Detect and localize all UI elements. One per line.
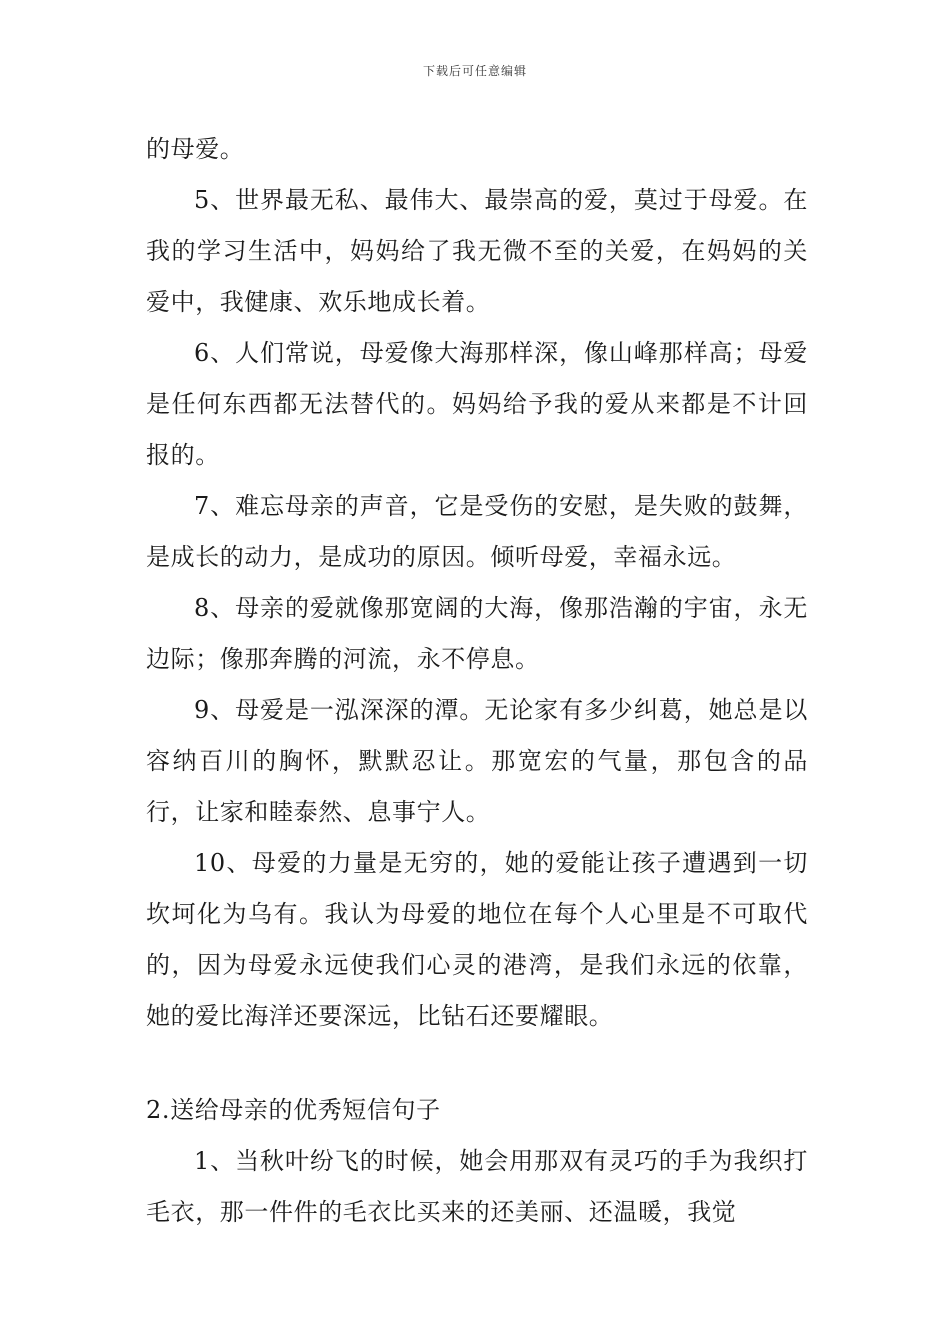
paragraph-item-6: 6、人们常说，母爱像大海那样深，像山峰那样高；母爱是任何东西都无法替代的。妈妈给予我的爱从来都是不计回报的。: [146, 339, 808, 469]
paragraph-item-10: 10、母爱的力量是无穷的，她的爱能让孩子遭遇到一切坎坷化为乌有。我认为母爱的地位在每个人心里是不可取代的，因为母爱永远使我们心灵的港湾，是我们永远的依靠，她的爱比海洋还要深远，比钻石还要耀眼。: [146, 849, 808, 1030]
paragraph-item-8: 8、母亲的爱就像那宽阔的大海，像那浩瀚的宇宙，永无边际；像那奔腾的河流，永不停息。: [146, 594, 808, 673]
section-heading: 2.送给母亲的优秀短信句子: [146, 1096, 441, 1124]
document-body: [146, 124, 808, 1238]
page-header: 下载后可任意编辑: [422, 64, 527, 78]
paragraph-item-7: 7、难忘母亲的声音，它是受伤的安慰，是失败的鼓舞，是成长的动力，是成功的原因。倾听母爱，幸福永远。: [146, 492, 808, 571]
section-spacer: [146, 1042, 808, 1085]
paragraph-item-5: 5、世界最无私、最伟大、最崇高的爱，莫过于母爱。在我的学习生活中，妈妈给了我无微不至的关爱，在妈妈的关爱中，我健康、欢乐地成长着。: [146, 186, 808, 316]
paragraph-item-9: 9、母爱是一泓深深的潭。无论家有多少纠葛，她总是以容纳百川的胸怀，默默忍让。那宽宏的气量，那包含的品行，让家和睦泰然、息事宁人。: [146, 696, 808, 826]
section2-paragraph-item-1: 1、当秋叶纷飞的时候，她会用那双有灵巧的手为我织打毛衣，那一件件的毛衣比买来的还美丽、还温暖，我觉: [146, 1147, 808, 1226]
paragraph-continuation: 的母爱。: [146, 135, 245, 163]
